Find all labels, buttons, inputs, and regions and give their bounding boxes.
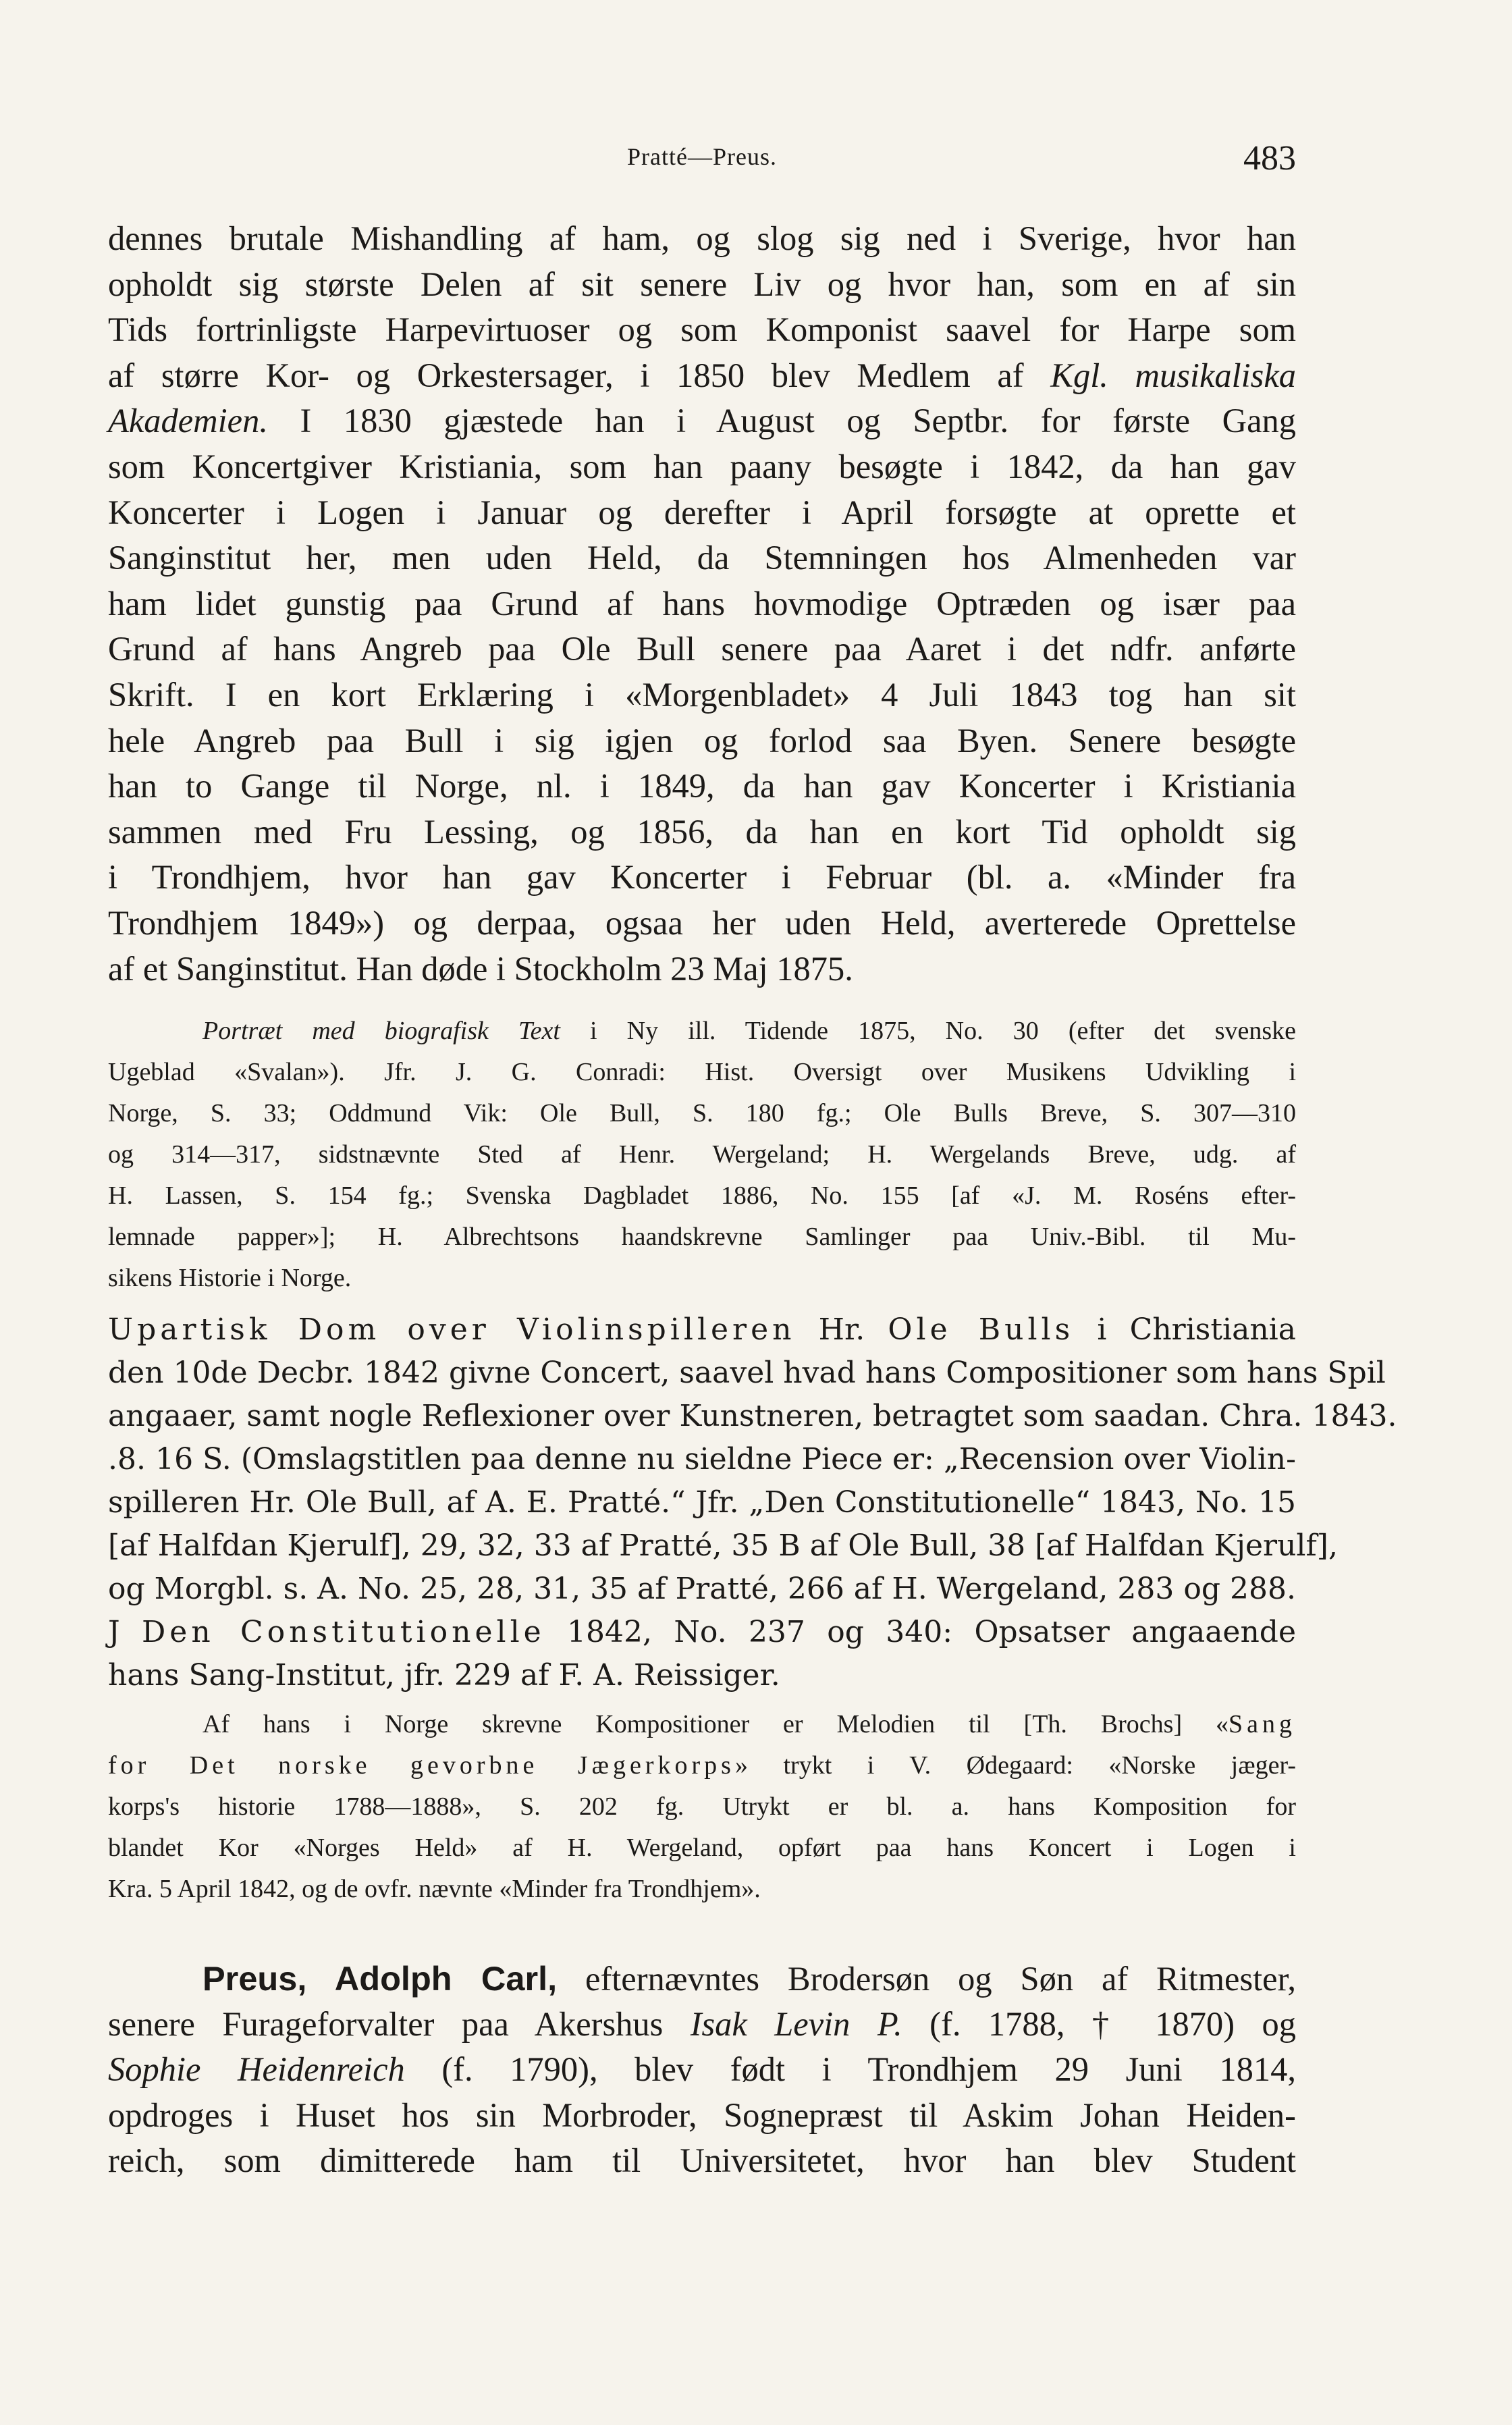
- spaced-title: for Det norske gevorbne Jægerkorps: [108, 1751, 735, 1780]
- references-block: [108, 1011, 1296, 1299]
- text-segment: J: [108, 1615, 142, 1649]
- text-line: [108, 2047, 1296, 2093]
- text-line: i Trondhjem, hvor han gav Koncerter i Februar (bl. a. «Minder fra: [108, 858, 1296, 897]
- text-segment: (f. 1790), blev født i Trondhjem 29 Juni 1814,: [404, 2050, 1296, 2089]
- text-line: [108, 353, 1296, 399]
- reference-line: sikens Historie i Norge.: [108, 1264, 352, 1292]
- text-line: hele Angreb paa Bull i sig igjen og forlod saa Byen. Senere besøgte: [108, 721, 1296, 760]
- text-line: sammen med Fru Lessing, og 1856, da han en kort Tid opholdt sig: [108, 812, 1296, 851]
- text-segment: » trykt i V. Ødegaard: «Norske jæger-: [734, 1751, 1296, 1780]
- biography-pratte-continued: [108, 216, 1296, 992]
- bibliography-line: spilleren Hr. Ole Bull, af A. E. Pratté.“ Jfr. „Den Constitutionelle“ 1843, No. 15: [108, 1485, 1296, 1520]
- italic-title: Akademien.: [108, 402, 268, 440]
- text-segment: Hr.: [795, 1312, 888, 1347]
- italic-title: Kgl. musikaliska: [1050, 356, 1296, 394]
- entry-name: Preus, Adolph Carl,: [202, 1959, 558, 1998]
- text-line: ham lidet gunstig paa Grund af hans hovmodige Optræden og især paa: [108, 584, 1296, 622]
- spaced-title: Upartisk Dom over Violinspilleren: [108, 1312, 796, 1347]
- reference-line: lemnade papper»]; H. Albrechtsons haandskrevne Samlinger paa Univ.-Bibl. til Mu-: [108, 1223, 1296, 1251]
- entry-preus-adolph-carl: [108, 1956, 1296, 2184]
- note-line: Kra. 5 April 1842, og de ovfr. nævnte «Minder fra Trondhjem».: [108, 1875, 761, 1903]
- entry-heading-line: [108, 1956, 1296, 2002]
- text-line: Sanginstitut her, men uden Held, da Stemningen hos Almenheden var: [108, 539, 1296, 577]
- text-line: [108, 398, 1296, 444]
- text-segment: I 1830 gjæstede han i August og Septbr. for første Gang: [267, 402, 1296, 440]
- text-line: opdroges i Huset hos sin Morbroder, Sognepræst til Askim Johan Heiden-: [108, 2096, 1296, 2134]
- page-number: 483: [1243, 139, 1296, 178]
- bibliography-line: og Morgbl. s. A. No. 25, 28, 31, 35 af Pratté, 266 af H. Wergeland, 283 og 288.: [108, 1572, 1296, 1606]
- text-line: af et Sanginstitut. Han døde i Stockholm 23 Maj 1875.: [108, 949, 853, 988]
- note-line: korps's historie 1788—1888», S. 202 fg. Utrykt er bl. a. hans Komposition for: [108, 1792, 1296, 1821]
- italic-title: Portræt med biografisk Text: [202, 1017, 560, 1045]
- text-line: Koncerter i Logen i Januar og derefter i April forsøgte at oprette et: [108, 493, 1296, 531]
- text-line: Trondhjem 1849») og derpaa, ogsaa her uden Held, averterede Oprettelse: [108, 903, 1296, 942]
- page-header: [108, 138, 1296, 179]
- text-line: som Koncertgiver Kristiania, som han paany besøgte i 1842, da han gav: [108, 447, 1296, 485]
- text-segment: af større Kor- og Orkestersager, i 1850 blev Medlem af: [108, 356, 1051, 394]
- text-line: Tids fortrinligste Harpevirtuoser og som Komponist saavel for Harpe som: [108, 311, 1296, 349]
- text-segment: 1842, No. 237 og 340: Opsatser angaaende: [545, 1615, 1297, 1649]
- text-line: Skrift. I en kort Erklæring i «Morgenbladet» 4 Juli 1843 tog han sit: [108, 675, 1296, 714]
- text-line: Grund af hans Angreb paa Ole Bull senere paa Aaret i det ndfr. anførte: [108, 630, 1296, 668]
- bibliography-line: .8. 16 S. (Omslagstitlen paa denne nu sieldne Piece er: „Recension over Violin-: [108, 1442, 1296, 1476]
- text-line: reich, som dimitterede ham til Universitetet, hvor han blev Student: [108, 2141, 1296, 2180]
- bibliography-line: hans Sang-Institut, jfr. 229 af F. A. Reissiger.: [108, 1658, 780, 1693]
- bibliography-line: [af Halfdan Kjerulf], 29, 32, 33 af Pratté, 35 B af Ole Bull, 38 [af Halfdan Kjerulf],: [108, 1528, 1338, 1563]
- italic-name: Isak Levin P.: [690, 2004, 902, 2043]
- text-segment: (f. 1788, † 1870) og: [902, 2004, 1296, 2043]
- note-line: blandet Kor «Norges Held» af H. Wergeland, opført paa hans Koncert i Logen i: [108, 1834, 1296, 1862]
- text-line: dennes brutale Mishandling af ham, og slog sig ned i Sverige, hvor han: [108, 219, 1296, 257]
- text-segment: senere Furageforvalter paa Akershus: [108, 2004, 691, 2043]
- spaced-title: Sang: [1228, 1710, 1296, 1738]
- text-line: [108, 2002, 1296, 2048]
- text-line: opholdt sig største Delen af sit senere Liv og hvor han, som en af sin: [108, 265, 1296, 303]
- text-segment: i Ny ill. Tidende 1875, No. 30 (efter det svenske: [560, 1017, 1296, 1045]
- note-line: [108, 1704, 1296, 1745]
- reference-line: H. Lassen, S. 154 fg.; Svenska Dagbladet 1886, No. 155 [af «J. M. Roséns efter-: [108, 1181, 1296, 1210]
- running-head: Pratté—Preus.: [627, 143, 777, 170]
- bibliography-line: den 10de Decbr. 1842 givne Concert, saavel hvad hans Compositioner som hans Spil: [108, 1356, 1386, 1390]
- spaced-title: Den Constitutionelle: [142, 1615, 545, 1649]
- text-segment: Af hans i Norge skrevne Kompositioner er Melodien til [Th. Brochs] «: [202, 1710, 1228, 1738]
- reference-line: Norge, S. 33; Oddmund Vik: Ole Bull, S. 180 fg.; Ole Bulls Breve, S. 307—310: [108, 1099, 1296, 1127]
- reference-line: [108, 1011, 1296, 1052]
- compositions-note: [108, 1704, 1296, 1910]
- italic-name: Sophie Heidenreich: [108, 2050, 405, 2089]
- text-line: han to Gange til Norge, nl. i 1849, da han gav Koncerter i Kristiania: [108, 767, 1296, 805]
- text-segment: efternævntes Brodersøn og Søn af Ritmester,: [557, 1960, 1296, 1998]
- bibliography-fraktur-block: [108, 1308, 1397, 1697]
- text-segment: i Christiania: [1074, 1312, 1296, 1347]
- bibliography-line: [108, 1611, 1296, 1654]
- spaced-title: Ole Bulls: [888, 1312, 1075, 1347]
- bibliography-line: [108, 1308, 1296, 1352]
- reference-line: og 314—317, sidstnævnte Sted af Henr. Wergeland; H. Wergelands Breve, udg. af: [108, 1140, 1296, 1169]
- reference-line: Ugeblad «Svalan»). Jfr. J. G. Conradi: Hist. Oversigt over Musikens Udvikling i: [108, 1058, 1296, 1086]
- note-line: [108, 1745, 1296, 1786]
- bibliography-line: angaaer, samt nogle Reflexioner over Kunstneren, betragtet som saadan. Chra. 1843.: [108, 1399, 1397, 1433]
